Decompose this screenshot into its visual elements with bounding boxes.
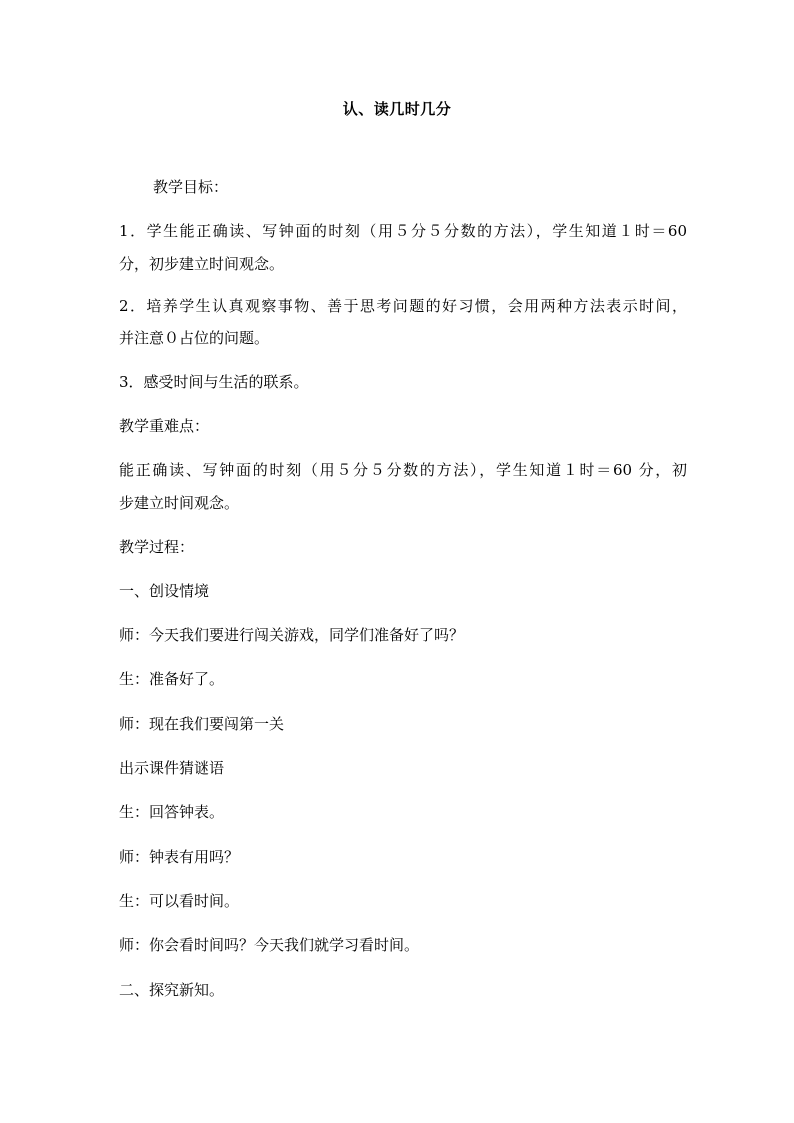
dialogue-line: 生：可以看时间。 bbox=[119, 892, 240, 910]
key-points-heading: 教学重难点： bbox=[119, 417, 210, 435]
goal-2-line-1: 2．培养学生认真观察事物、善于思考问题的好习惯，会用两种方法表示时间， bbox=[119, 297, 687, 315]
dialogue-line: 生：准备好了。 bbox=[119, 670, 225, 688]
key-points-line-2: 步建立时间观念。 bbox=[119, 494, 240, 512]
goal-3: 3．感受时间与生活的联系。 bbox=[119, 373, 309, 391]
section-1-heading: 一、创设情境 bbox=[119, 582, 210, 600]
dialogue-line: 生：回答钟表。 bbox=[119, 803, 225, 821]
goals-heading: 教学目标： bbox=[153, 178, 229, 196]
key-points-line-1: 能正确读、写钟面的时刻（用５分５分数的方法），学生知道１时＝60 分，初 bbox=[119, 461, 687, 479]
document-title: 认、读几时几分 bbox=[342, 100, 452, 118]
goal-2-line-2: 并注意０占位的问题。 bbox=[119, 329, 270, 347]
process-heading: 教学过程： bbox=[119, 538, 195, 556]
dialogue-line: 师：现在我们要闯第一关 bbox=[119, 715, 285, 733]
section-2-heading: 二、探究新知。 bbox=[119, 981, 225, 999]
dialogue-line: 出示课件猜谜语 bbox=[119, 759, 225, 777]
dialogue-line: 师：你会看时间吗？今天我们就学习看时间。 bbox=[119, 936, 420, 954]
goal-1-line-2: 分，初步建立时间观念。 bbox=[119, 255, 285, 273]
dialogue-line: 师：今天我们要进行闯关游戏，同学们准备好了吗？ bbox=[119, 626, 465, 644]
dialogue-line: 师：钟表有用吗？ bbox=[119, 848, 240, 866]
goal-1-line-1: 1．学生能正确读、写钟面的时刻（用５分５分数的方法），学生知道１时＝60 bbox=[119, 222, 687, 240]
